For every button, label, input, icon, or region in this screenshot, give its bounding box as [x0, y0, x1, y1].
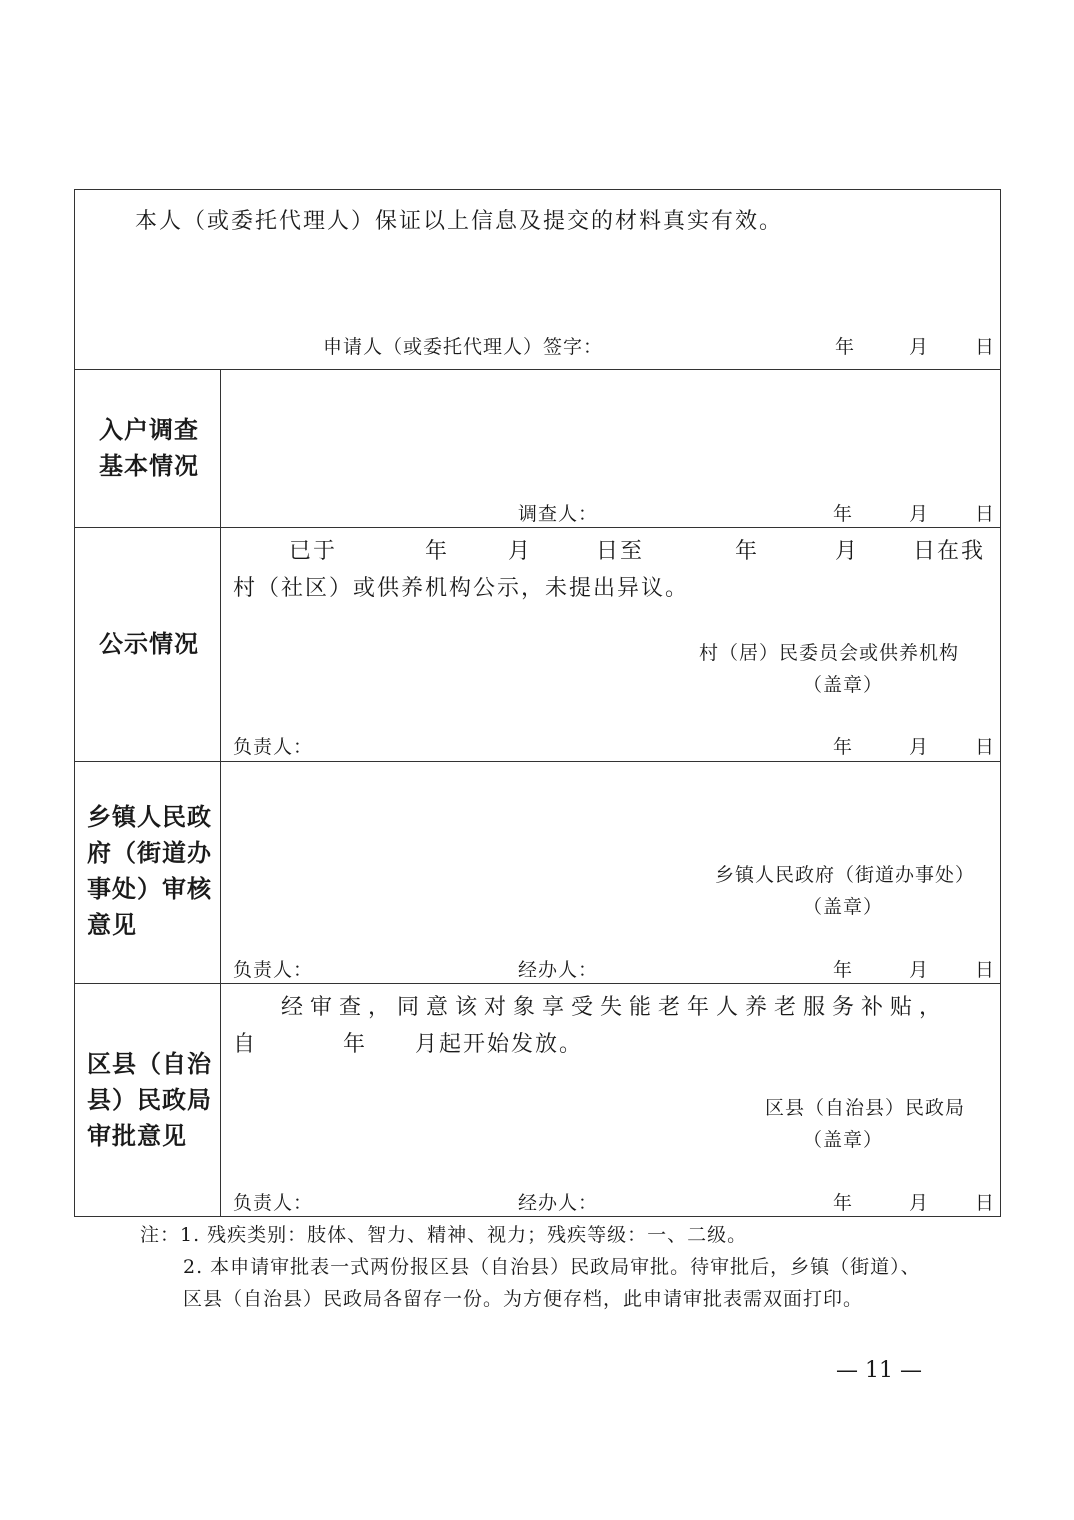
date-day-label: 日 [975, 336, 996, 358]
publicity-stamp: （盖章） [803, 674, 884, 696]
county-responsible-label: 负责人： [233, 1192, 314, 1214]
approval-form-table [74, 189, 1001, 1217]
publicity-text: 已于 [289, 539, 338, 564]
date-month-label: 月 [909, 959, 930, 981]
county-label-line: 县）民政局 [87, 1086, 212, 1114]
township-stamp: （盖章） [803, 896, 884, 918]
note-line-1: 注：1. 残疾类别：肢体、智力、精神、视力；残疾等级：一、二级。 [140, 1224, 748, 1246]
county-label [87, 1046, 212, 1154]
date-year-label: 年 [833, 736, 854, 758]
date-month-label: 月 [909, 736, 930, 758]
publicity-text: 年 [425, 539, 450, 564]
publicity-text: 月 [835, 539, 860, 564]
township-label-line: 府（街道办 [87, 839, 212, 867]
township-label [87, 799, 212, 943]
row-divider [75, 761, 1000, 762]
county-stamp-org: 区县（自治县）民政局 [765, 1097, 966, 1119]
date-day-label: 日 [975, 959, 996, 981]
date-month-label: 月 [909, 503, 930, 525]
publicity-text: 月 [508, 539, 533, 564]
row-divider [75, 527, 1000, 528]
row-divider [75, 983, 1000, 984]
publicity-text: 村（社区）或供养机构公示，未提出异议。 [233, 576, 690, 601]
publicity-text: 日在我 [913, 539, 986, 564]
publicity-label: 公示情况 [99, 630, 199, 658]
township-label-line: 事处）审核 [87, 875, 212, 903]
county-label-line: 审批意见 [87, 1122, 187, 1150]
county-opinion-text: 自 [233, 1032, 258, 1057]
publicity-responsible-label: 负责人： [233, 736, 314, 758]
survey-label-line: 基本情况 [99, 452, 199, 480]
township-stamp-org: 乡镇人民政府（街道办事处） [715, 864, 976, 886]
date-day-label: 日 [975, 736, 996, 758]
survey-label-line: 入户调查 [99, 416, 199, 444]
township-handler-label: 经办人： [518, 959, 599, 981]
county-handler-label: 经办人： [518, 1192, 599, 1214]
page-number: — 11 — [836, 1358, 922, 1383]
publicity-text: 日至 [596, 539, 645, 564]
column-divider [220, 369, 221, 1217]
township-label-line: 乡镇人民政 [87, 803, 212, 831]
date-month-label: 月 [909, 336, 930, 358]
county-stamp: （盖章） [803, 1129, 884, 1151]
date-year-label: 年 [833, 503, 854, 525]
date-year-label: 年 [835, 336, 856, 358]
row-divider [75, 369, 1000, 370]
publicity-stamp-org: 村（居）民委员会或供养机构 [699, 642, 960, 664]
date-month-label: 月 [909, 1192, 930, 1214]
applicant-signature-label: 申请人（或委托代理人）签字： [323, 336, 604, 358]
county-opinion-text: 月起开始发放。 [415, 1032, 584, 1057]
county-opinion-text: 经审查，同意该对象享受失能老年人养老服务补贴， [281, 995, 949, 1020]
note-line-3: 区县（自治县）民政局各留存一份。为方便存档，此申请审批表需双面打印。 [183, 1288, 864, 1310]
county-opinion-text: 年 [343, 1032, 368, 1057]
note-line-2: 2. 本申请审批表一式两份报区县（自治县）民政局审批。待审批后，乡镇（街道）、 [183, 1256, 921, 1278]
county-label-line: 区县（自治 [87, 1050, 212, 1078]
survey-label [99, 412, 199, 484]
township-label-line: 意见 [87, 911, 137, 939]
date-day-label: 日 [975, 1192, 996, 1214]
investigator-label: 调查人： [518, 503, 599, 525]
township-responsible-label: 负责人： [233, 959, 314, 981]
date-year-label: 年 [833, 959, 854, 981]
date-year-label: 年 [833, 1192, 854, 1214]
date-day-label: 日 [975, 503, 996, 525]
publicity-text: 年 [735, 539, 760, 564]
declaration-text: 本人（或委托代理人）保证以上信息及提交的材料真实有效。 [135, 209, 784, 234]
